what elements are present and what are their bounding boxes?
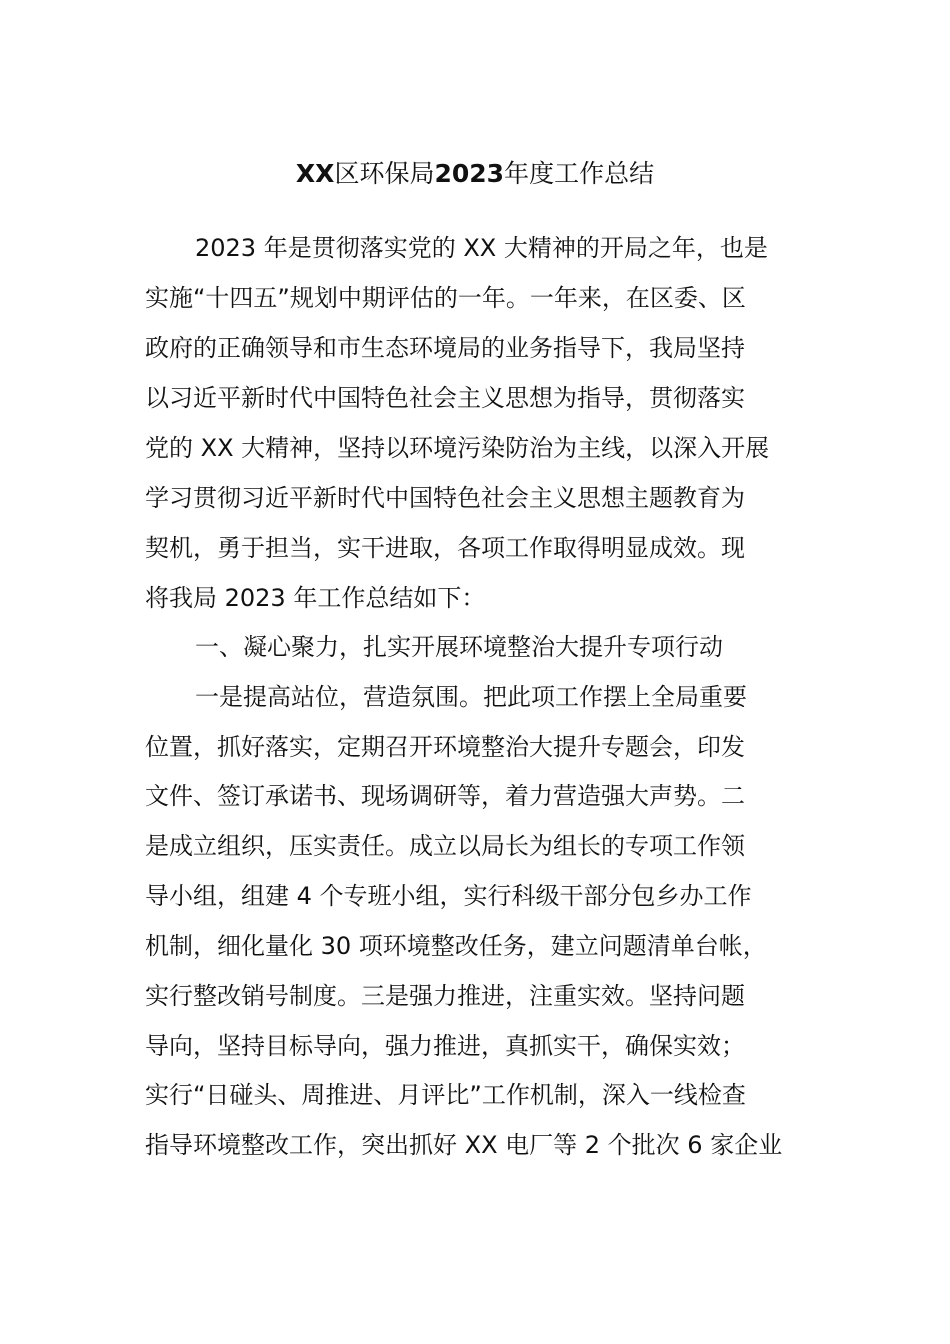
document-title <box>0 154 950 194</box>
paragraph-2-line-9: 实行“日碰头、周推进、月评比”工作机制，深入一线检查 <box>145 1081 746 1109</box>
paragraph-2-line-3: 文件、签订承诺书、现场调研等，着力营造强大声势。二 <box>145 782 745 810</box>
title-part-2: 区环保局 <box>334 159 435 188</box>
paragraph-1-line-6: 学习贯彻习近平新时代中国特色社会主义思想主题教育为 <box>145 484 745 512</box>
paragraph-1-line-5: 党的 XX 大精神，坚持以环境污染防治为主线，以深入开展 <box>145 434 770 462</box>
paragraph-1-line-3: 政府的正确领导和市生态环境局的业务指导下，我局坚持 <box>145 334 745 362</box>
title-part-4: 年度工作总结 <box>504 159 655 188</box>
title-part-1: XX <box>295 159 335 188</box>
paragraph-2-line-1: 一是提高站位，营造氛围。把此项工作摆上全局重要 <box>195 683 747 711</box>
title-part-3: 2023 <box>434 159 505 188</box>
paragraph-2-line-8: 导向，坚持目标导向，强力推进，真抓实干，确保实效； <box>145 1032 745 1060</box>
paragraph-2-line-10: 指导环境整改工作，突出抓好 XX 电厂等 2 个批次 6 家企业 <box>145 1131 783 1159</box>
paragraph-2-line-6: 机制，细化量化 30 项环境整改任务，建立问题清单台帐， <box>145 932 767 960</box>
paragraph-1-line-4: 以习近平新时代中国特色社会主义思想为指导，贯彻落实 <box>145 384 745 412</box>
paragraph-1-line-8: 将我局 2023 年工作总结如下： <box>145 584 486 612</box>
section-heading-1: 一、凝心聚力，扎实开展环境整治大提升专项行动 <box>195 633 723 661</box>
paragraph-2-line-7: 实行整改销号制度。三是强力推进，注重实效。坚持问题 <box>145 982 745 1010</box>
paragraph-1-line-7: 契机，勇于担当，实干进取，各项工作取得明显成效。现 <box>145 534 745 562</box>
paragraph-2-line-2: 位置，抓好落实，定期召开环境整治大提升专题会，印发 <box>145 733 745 761</box>
paragraph-2-line-5: 导小组，组建 4 个专班小组，实行科级干部分包乡办工作 <box>145 882 752 910</box>
paragraph-1-line-1: 2023 年是贯彻落实党的 XX 大精神的开局之年，也是 <box>195 234 768 262</box>
paragraph-1-line-2: 实施“十四五”规划中期评估的一年。一年来，在区委、区 <box>145 284 746 312</box>
paragraph-2-line-4: 是成立组织，压实责任。成立以局长为组长的专项工作领 <box>145 832 745 860</box>
